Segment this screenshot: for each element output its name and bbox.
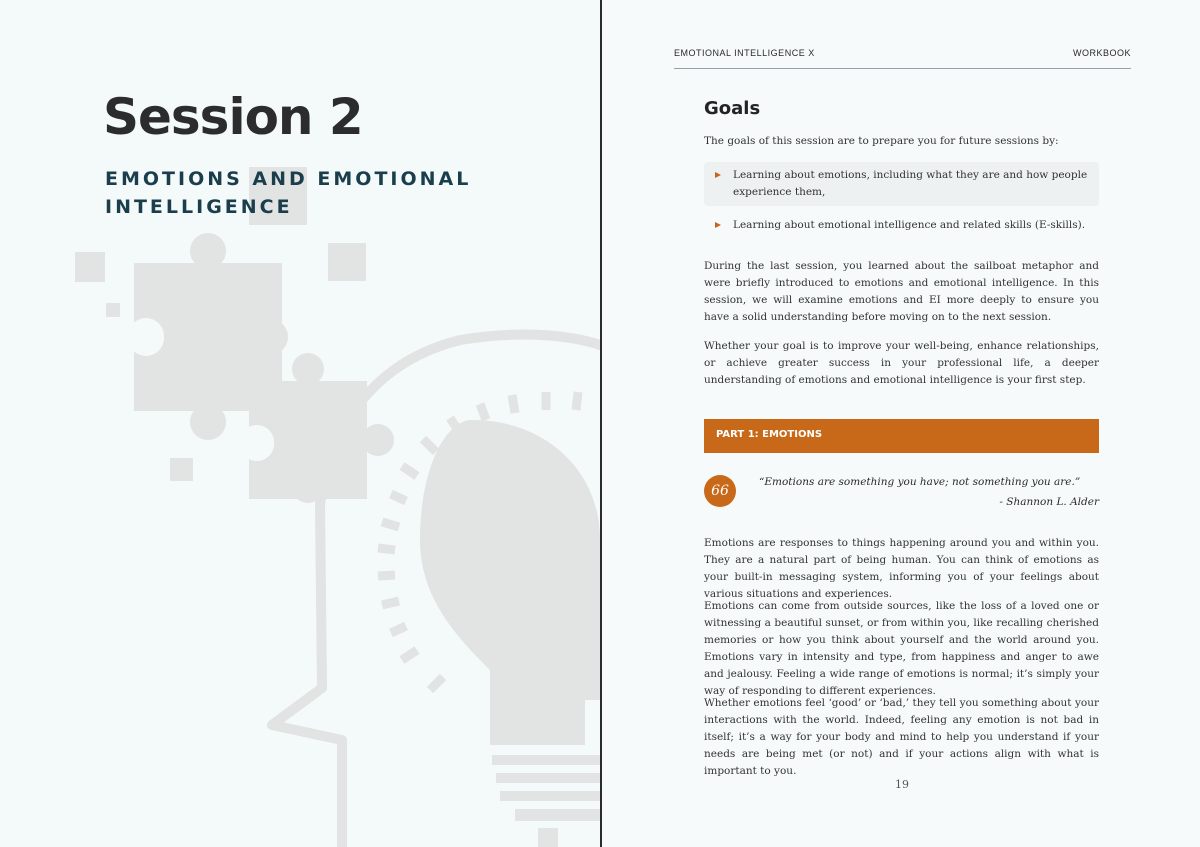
quote-author: - Shannon L. Alder	[999, 496, 1099, 508]
part-banner-label: PART 1: EMOTIONS	[716, 429, 823, 440]
quote-text: “Emotions are something you have; not something you are.”	[759, 476, 1081, 488]
goal-text: Learning about emotional intelligence and related skills (E-skills).	[733, 219, 1086, 231]
quote-mark-icon: 66	[704, 475, 736, 507]
goal-item	[704, 162, 1099, 206]
triangle-bullet-icon	[715, 222, 721, 228]
goals-heading: Goals	[704, 98, 761, 119]
session-subtitle: EMOTIONS AND EMOTIONAL INTELLIGENCE	[105, 168, 472, 218]
goal-text: Learning about emotions, including what they are and how people experience them,	[733, 169, 1088, 198]
part-banner	[704, 419, 1099, 453]
page-number: 19	[895, 778, 909, 791]
goal-item	[704, 212, 1099, 240]
intro-paragraph: During the last session, you learned about the sailboat metaphor and were briefly introduced to emotions and emotional intelligence. In this session, we will examine emotions and EI more deeply to ensure you have a solid understanding before moving on to the next session.	[704, 260, 1099, 323]
body-paragraph: Emotions are responses to things happening around you and within you. They are a natural part of being human. You can think of emotions as your built-in messaging system, informing you of your feelings about various situations and experiences.	[704, 537, 1099, 600]
header-book-title: EMOTIONAL INTELLIGENCE X	[674, 48, 815, 58]
body-paragraph: Emotions can come from outside sources, like the loss of a loved one or witnessing a beautiful sunset, or from within you, like recalling cherished memories or how you think about yourself and the world around you. Emotions vary in intensity and type, from happiness and anger to awe and jealousy. Feeling a wide range of emotions is normal; it’s simply your way of responding to different experiences.	[704, 600, 1099, 697]
header-section-label: WORKBOOK	[1072, 48, 1131, 58]
right-page	[602, 0, 1200, 847]
intro-paragraph: Whether your goal is to improve your well-being, enhance relationships, or achieve greater success in your professional life, a deeper understanding of emotions and emotional intelligence is your first step.	[704, 340, 1099, 386]
session-title: Session 2	[103, 88, 363, 146]
running-header	[674, 48, 1131, 69]
goals-intro: The goals of this session are to prepare you for future sessions by:	[704, 135, 1059, 147]
triangle-bullet-icon	[715, 172, 721, 178]
body-paragraph: Whether emotions feel ‘good’ or ‘bad,’ they tell you something about your interactions with the world. Indeed, feeling any emotion is not bad in itself; it’s a way for your body and mind to help you understand if your needs are being met (or not) and if your actions align with what is important to you.	[704, 697, 1099, 777]
